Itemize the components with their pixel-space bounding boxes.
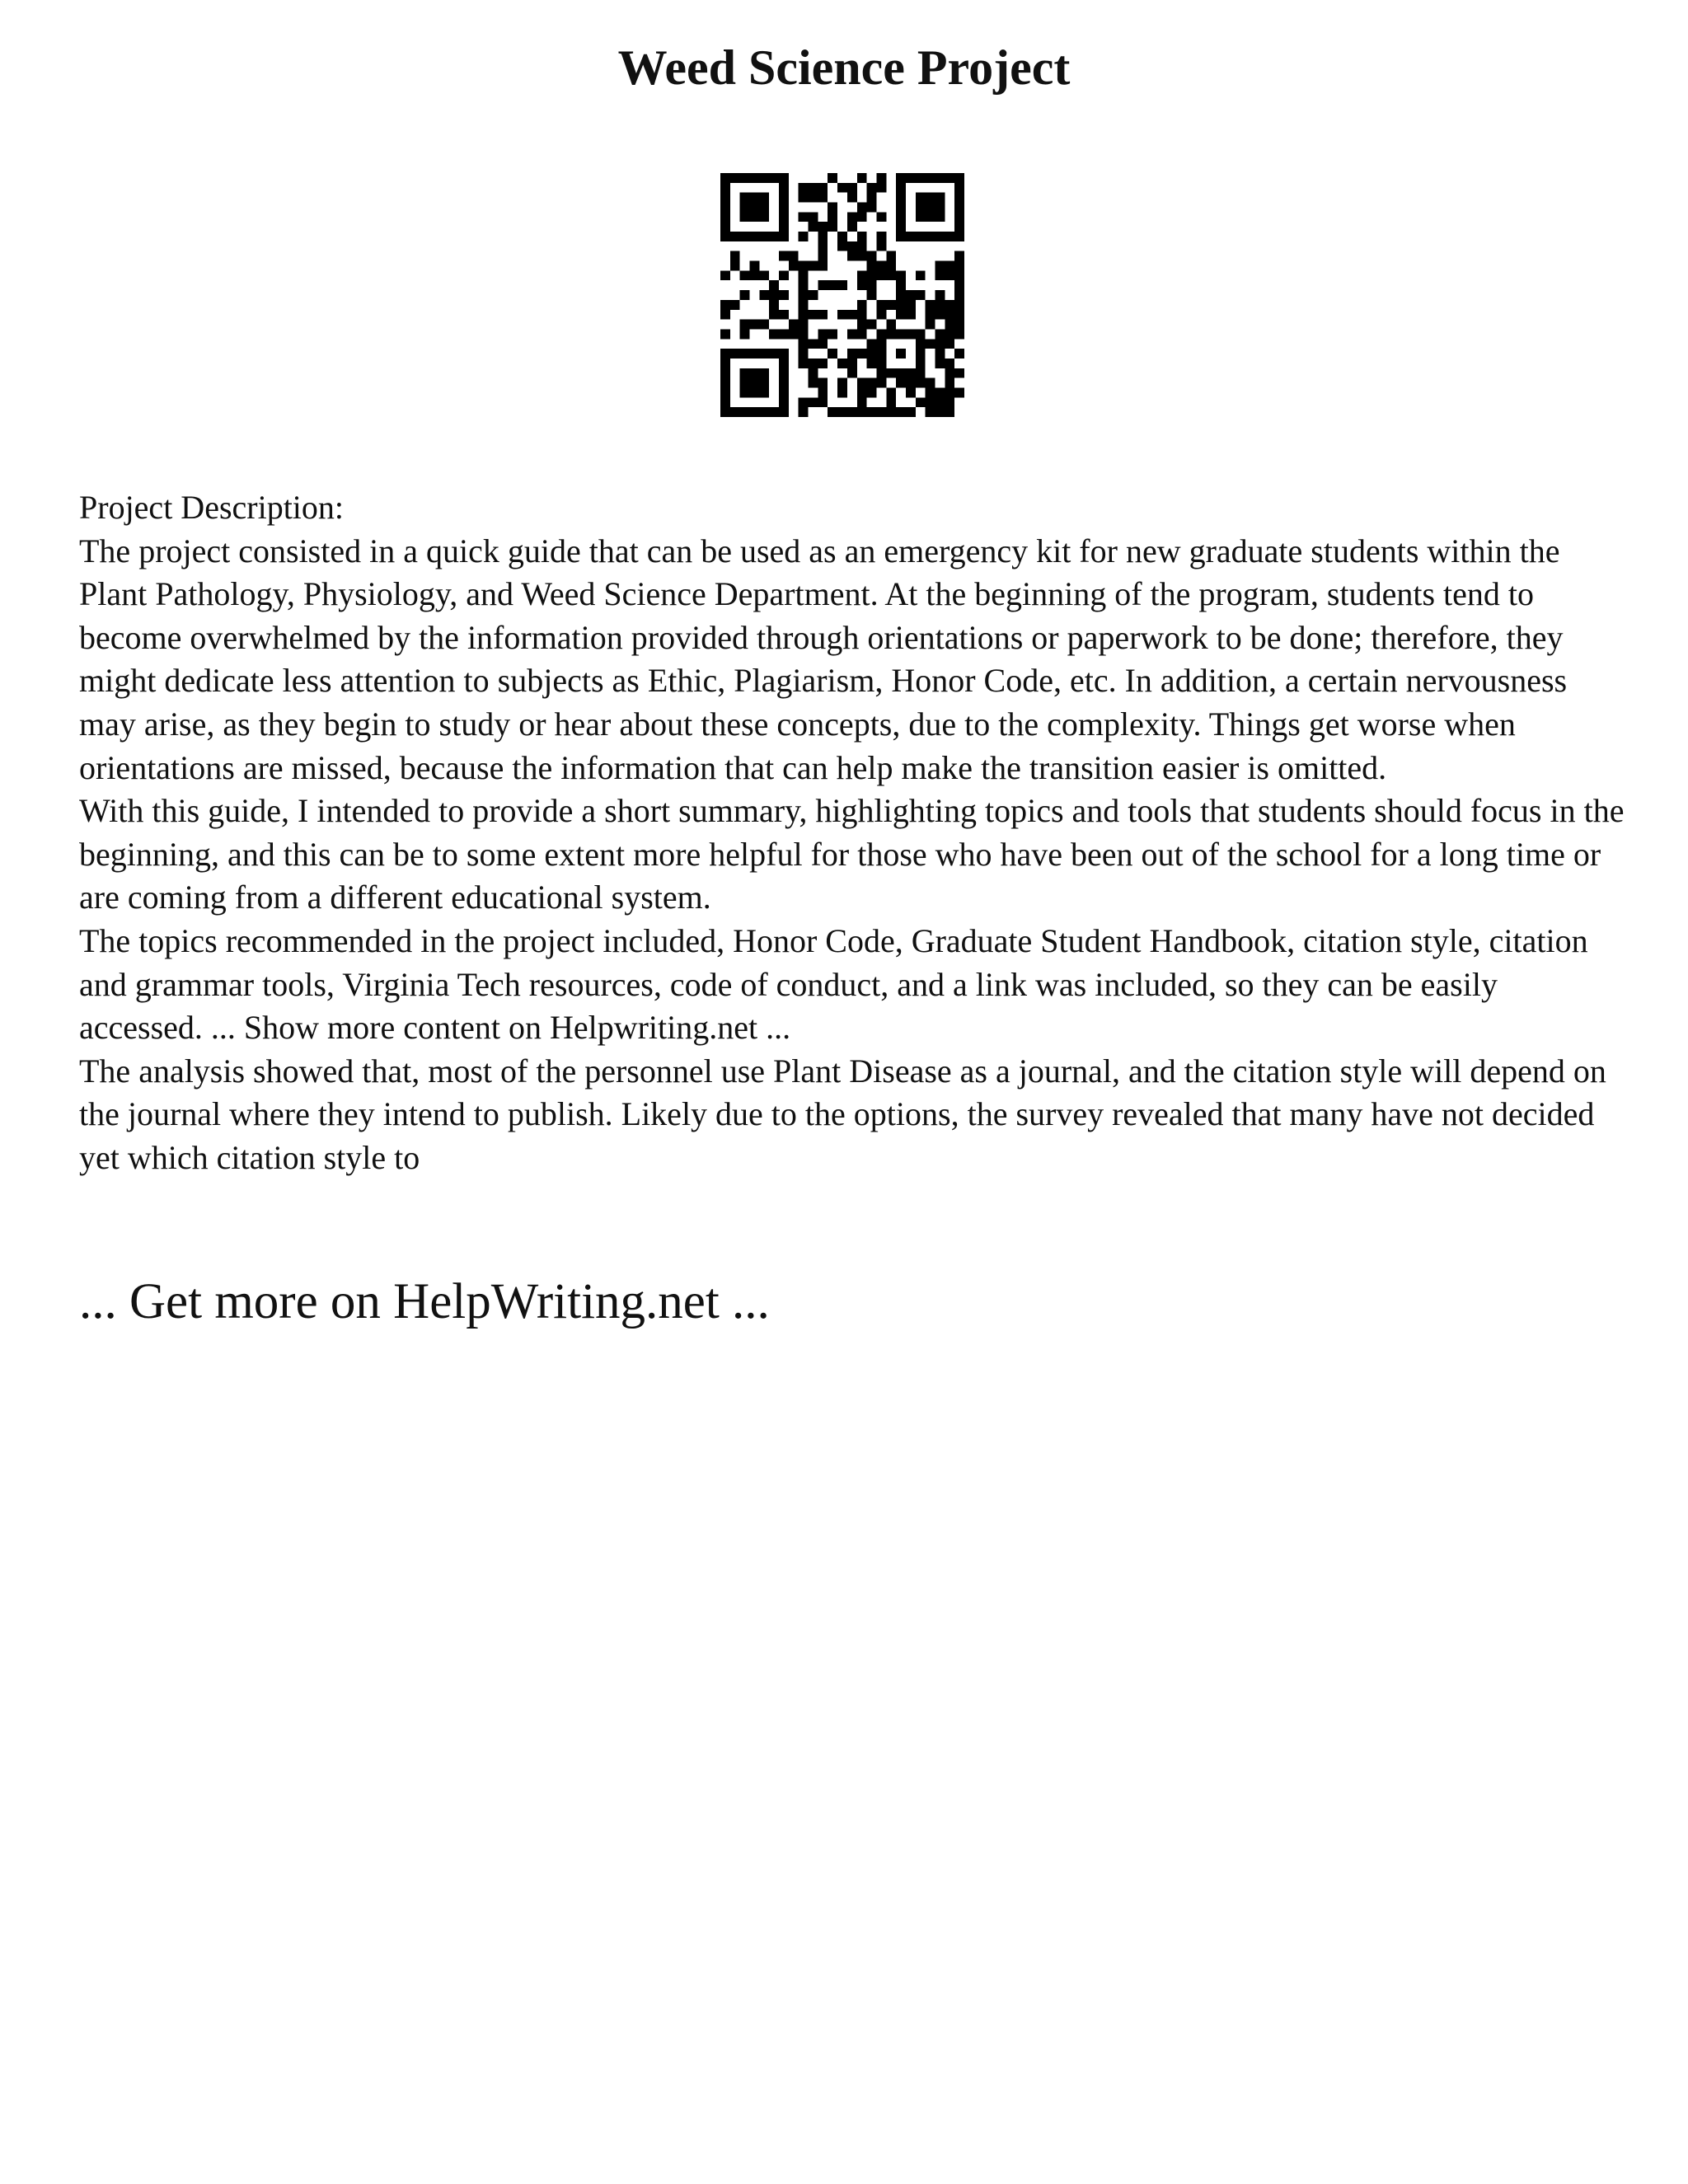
project-description	[79, 486, 1629, 1180]
description-heading: Project Description:	[79, 489, 345, 526]
description-paragraph-1: The project consisted in a quick guide that can be used as an emergency kit for new graduate students within the Plant Pathology, Physiology, and Weed Science Department. At the beginning of the program, students tend to become overwhelmed by the information provided through orientations or paperwork to be done; therefore, they might dedicate less attention to subjects as Ethic, Plagiarism, Honor Code, etc. In addition, a certain nervousness may arise, as they begin to study or hear about these concepts, due to the complexity. Things get worse when orientations are missed, because the information that can help make the transition easier is omitted.	[79, 532, 1568, 786]
get-more-link[interactable]: ... Get more on HelpWriting.net ...	[79, 1274, 770, 1329]
description-paragraph-3: The topics recommended in the project included, Honor Code, Graduate Student Handbook, citation style, citation and grammar tools, Virginia Tech resources, code of conduct, and a link was included, so they can be easily accessed. ... Show more content on Helpwriting.net ...	[79, 921, 1588, 1047]
qr-code-icon	[720, 173, 964, 417]
description-paragraph-4: The analysis showed that, most of the personnel use Plant Disease as a journal, and the citation style will depend on the journal where they intend to publish. Likely due to the options, the survey revealed that many have not decided yet which citation style to	[79, 1052, 1606, 1176]
description-paragraph-2: With this guide, I intended to provide a short summary, highlighting topics and tools that students should focus in the beginning, and this can be to some extent more helpful for those who have been out of the school for a long time or are coming from a different educational system.	[79, 792, 1625, 916]
document-title: Weed Science Project	[617, 40, 1071, 95]
